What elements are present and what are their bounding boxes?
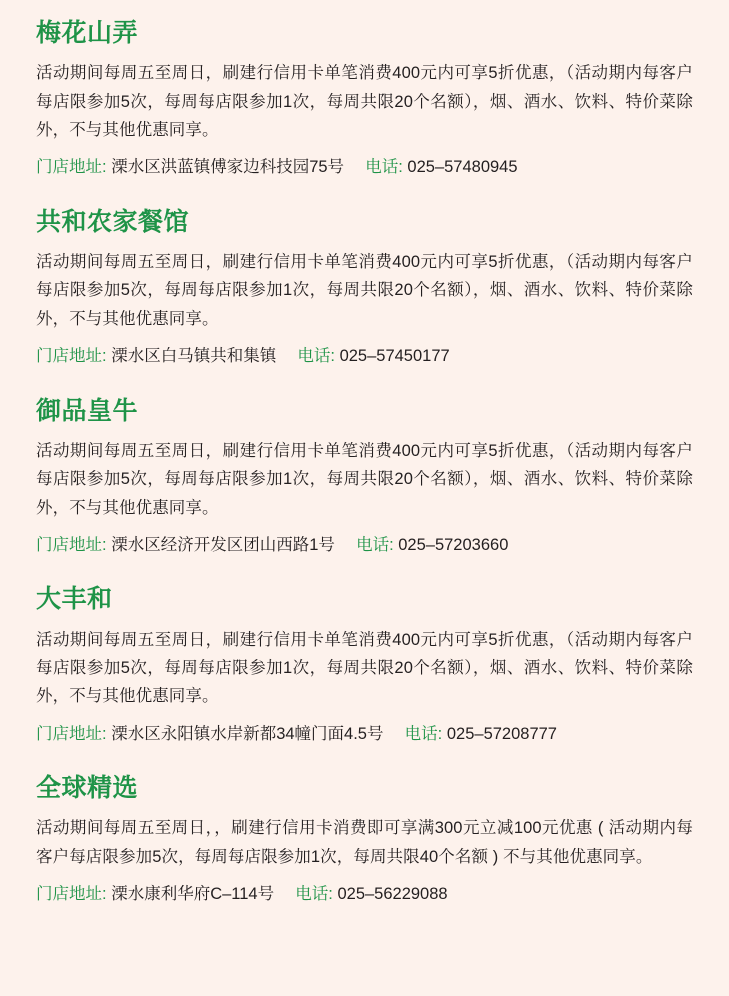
merchant-entry: [36, 584, 693, 747]
phone-label: 电话:: [356, 535, 394, 554]
phone-label: 电话:: [365, 158, 403, 177]
address-label: 门店地址:: [36, 885, 107, 904]
merchant-offer-description: 活动期间每周五至周日，刷建行信用卡单笔消费400元内可享5折优惠，（活动期内每客户每店限参加5次，每周每店限参加1次，每周共限20个名额），烟、酒水、饮料、特价菜除外，不与其他优惠同享。: [36, 441, 693, 517]
address-label: 门店地址:: [36, 724, 107, 743]
merchant-phone: 025–57450177: [339, 347, 450, 366]
merchant-phone: 025–57480945: [407, 158, 518, 177]
merchant-offer-description: 活动期间每周五至周日，刷建行信用卡单笔消费400元内可享5折优惠，（活动期内每客户每店限参加5次，每周每店限参加1次，每周共限20个名额），烟、酒水、饮料、特价菜除外，不与其他优惠同享。: [36, 64, 693, 139]
merchant-name: 全球精选: [36, 774, 139, 803]
merchant-address: 溧水区洪蓝镇傅家边科技园75号: [111, 158, 345, 177]
phone-label: 电话:: [404, 724, 443, 743]
merchant-entry: [36, 18, 693, 181]
merchant-contact-line: [36, 532, 693, 558]
merchant-contact-line: [36, 721, 693, 747]
merchant-name: 御品皇牛: [36, 396, 139, 425]
phone-label: 电话:: [295, 885, 333, 904]
merchant-address: 溧水康利华府C–114号: [111, 885, 275, 904]
merchant-contact-line: [36, 154, 693, 180]
merchant-contact-line: [36, 343, 693, 369]
merchant-phone: 025–57203660: [398, 535, 509, 554]
address-label: 门店地址:: [36, 158, 107, 177]
merchant-entry: [36, 207, 693, 370]
merchant-offer-description: 活动期间每周五至周日，，刷建行信用卡消费即可享满300元立减100元优惠 ( 活动期内每客户每店限参加5次，每周每店限参加1次，每周共限40个名额 ) 不与其他优惠同享。: [36, 819, 693, 866]
merchant-name: 梅花山弄: [36, 19, 139, 47]
merchant-name: 大丰和: [36, 585, 113, 614]
merchant-entry: [36, 396, 693, 559]
merchant-address: 溧水区白马镇共和集镇: [111, 347, 277, 366]
merchant-address: 溧水区经济开发区团山西路1号: [111, 535, 335, 554]
merchant-offer-description: 活动期间每周五至周日，刷建行信用卡单笔消费400元内可享5折优惠，（活动期内每客户每店限参加5次，每周每店限参加1次，每周共限20个名额），烟、酒水、饮料、特价菜除外，不与其他优惠同享。: [36, 630, 693, 706]
merchant-phone: 025–56229088: [337, 885, 448, 904]
address-label: 门店地址:: [36, 347, 107, 366]
merchant-address: 溧水区永阳镇水岸新都34幢门面4.5号: [111, 724, 384, 743]
merchant-phone: 025–57208777: [446, 724, 557, 743]
address-label: 门店地址:: [36, 535, 107, 554]
merchant-entry: [36, 773, 693, 907]
merchant-contact-line: [36, 881, 693, 907]
merchant-name: 共和农家餐馆: [36, 207, 190, 236]
phone-label: 电话:: [297, 347, 335, 366]
merchant-offer-description: 活动期间每周五至周日，刷建行信用卡单笔消费400元内可享5折优惠，（活动期内每客户每店限参加5次，每周每店限参加1次，每周共限20个名额），烟、酒水、饮料、特价菜除外，不与其他优惠同享。: [36, 253, 693, 328]
